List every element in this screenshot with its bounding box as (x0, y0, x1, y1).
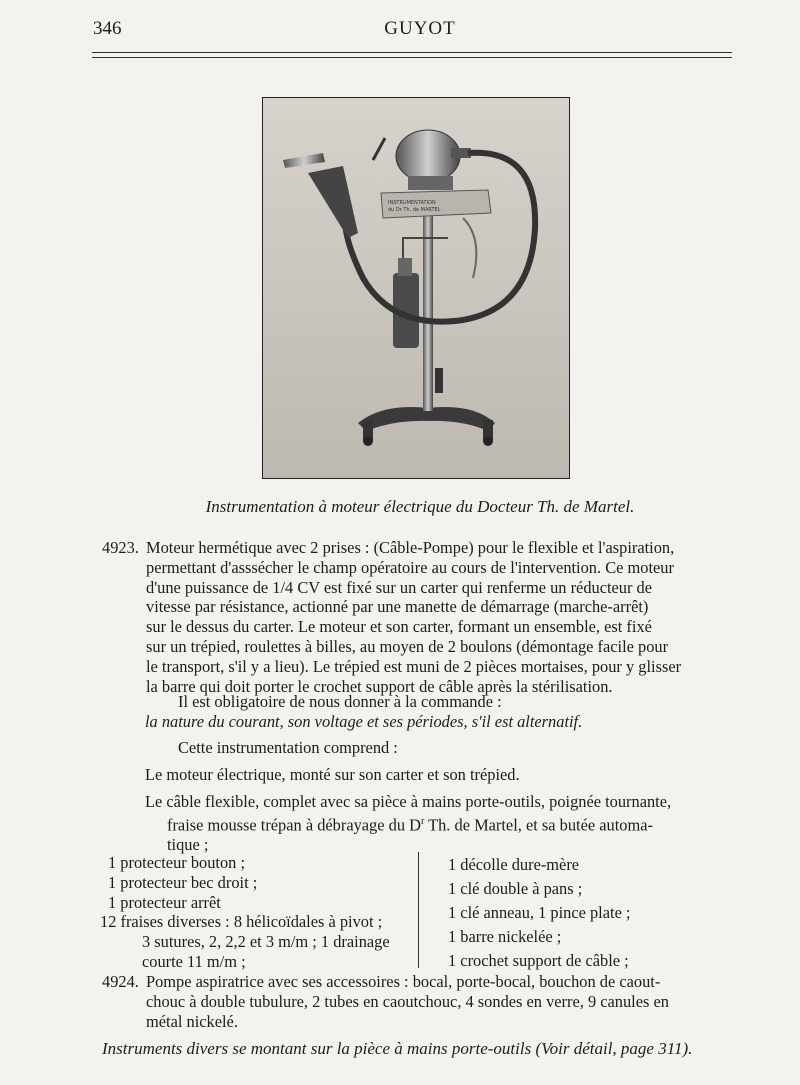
list-item: 1 décolle dure-mère (448, 855, 580, 874)
column-divider (418, 852, 419, 968)
accessory-list-right (448, 853, 748, 973)
list-item: 1 protecteur bec droit ; (108, 872, 258, 892)
header-rule-thin (92, 57, 732, 58)
item-4924-line: Pompe aspiratrice avec ses accessoires : bocal, porte-bocal, bouchon de caout- (146, 972, 661, 991)
item-4923-line: le transport, s'il y a lieu). Le trépied est muni de 2 pièces mortaises, pour y glisser (146, 656, 682, 676)
instrument-photo (262, 97, 570, 479)
figure-caption: Instrumentation à moteur électrique du Docteur Th. de Martel. (205, 497, 635, 516)
cable-line (145, 812, 743, 835)
list-item: 1 clé double à pans ; (448, 879, 583, 898)
plate-text-1: INSTRUMENTATION (388, 200, 436, 206)
instrument-illustration (263, 98, 569, 478)
superscript: r (420, 815, 425, 827)
item-4923 (102, 538, 742, 696)
contents-item-motor: Le moteur électrique, monté sur son carter et son trépied. (145, 765, 520, 784)
contents-item-cable (145, 792, 743, 855)
item-4923-line: Moteur hermétique avec 2 prises : (Câble-Pompe) pour le flexible et l'aspiration, (146, 538, 675, 557)
contents-heading: Cette instrumentation comprend : (178, 738, 398, 757)
running-title: GUYOT (384, 18, 456, 39)
footnote-text: Instruments divers se montant sur la pièce à mains porte-outils (102, 1039, 532, 1058)
accessory-list-left (100, 853, 408, 972)
cable-line-text: Th. de Martel, et sa butée automa- (424, 815, 653, 835)
item-4923-line: vitesse par résistance, actionné par une manette de démarrage (marche-arrêt) (146, 597, 649, 617)
list-item: 1 protecteur arrêt (108, 892, 221, 912)
page-number: 346 (93, 18, 122, 39)
item-4923-line: d'une puissance de 1/4 CV est fixé sur un carter qui renferme un réducteur de (146, 577, 653, 597)
list-item: 1 crochet support de câble ; (448, 951, 629, 970)
footnote-page-ref[interactable]: (Voir détail, page 311). (535, 1039, 693, 1058)
list-item: 1 barre nickelée ; (448, 927, 562, 946)
item-4923-line: la barre qui doit porter le crochet support de câble après la stérilisation. (146, 676, 613, 696)
order-notice: Il est obligatoire de nous donner à la commande : (178, 692, 502, 711)
item-number: 4923. (102, 538, 139, 557)
item-4923-line: sur le dessus du carter. Le moteur et son carter, formant un ensemble, est fixé (146, 617, 652, 637)
cable-line: tique ; (167, 835, 209, 855)
item-4924-line: chouc à double tubulure, 2 tubes en caoutchouc, 4 sondes en verre, 9 canules en (146, 991, 669, 1011)
plate-text-2: du Dr Th. de MARTEL (388, 207, 441, 213)
item-4924-line: métal nickelé. (146, 1011, 238, 1031)
list-item: 1 clé anneau, 1 pince plate ; (448, 903, 631, 922)
list-item: courte 11 m/m ; (142, 951, 246, 971)
cable-line: Le câble flexible, complet avec sa pièce à mains porte-outils, poignée tournante, (145, 792, 672, 811)
list-item: 1 protecteur bouton ; (108, 853, 246, 872)
cable-line-text: fraise mousse trépan à débrayage du D (167, 815, 421, 835)
list-item: 12 fraises diverses : 8 hélicoïdales à pivot ; (100, 912, 383, 932)
item-4923-line: permettant d'asssécher le champ opératoire au cours de l'intervention. Ce moteur (146, 557, 674, 577)
list-item: 3 sutures, 2, 2,2 et 3 m/m ; 1 drainage (142, 932, 390, 952)
header-rule (92, 52, 732, 53)
order-notice-detail: la nature du courant, son voltage et ses périodes, s'il est alternatif. (145, 712, 583, 731)
item-4924 (102, 972, 747, 1031)
item-4923-line: sur un trépied, roulettes à billes, au moyen de 2 boulons (démontage facile pour (146, 636, 669, 656)
footnote (102, 1039, 752, 1059)
item-number: 4924. (102, 972, 139, 991)
